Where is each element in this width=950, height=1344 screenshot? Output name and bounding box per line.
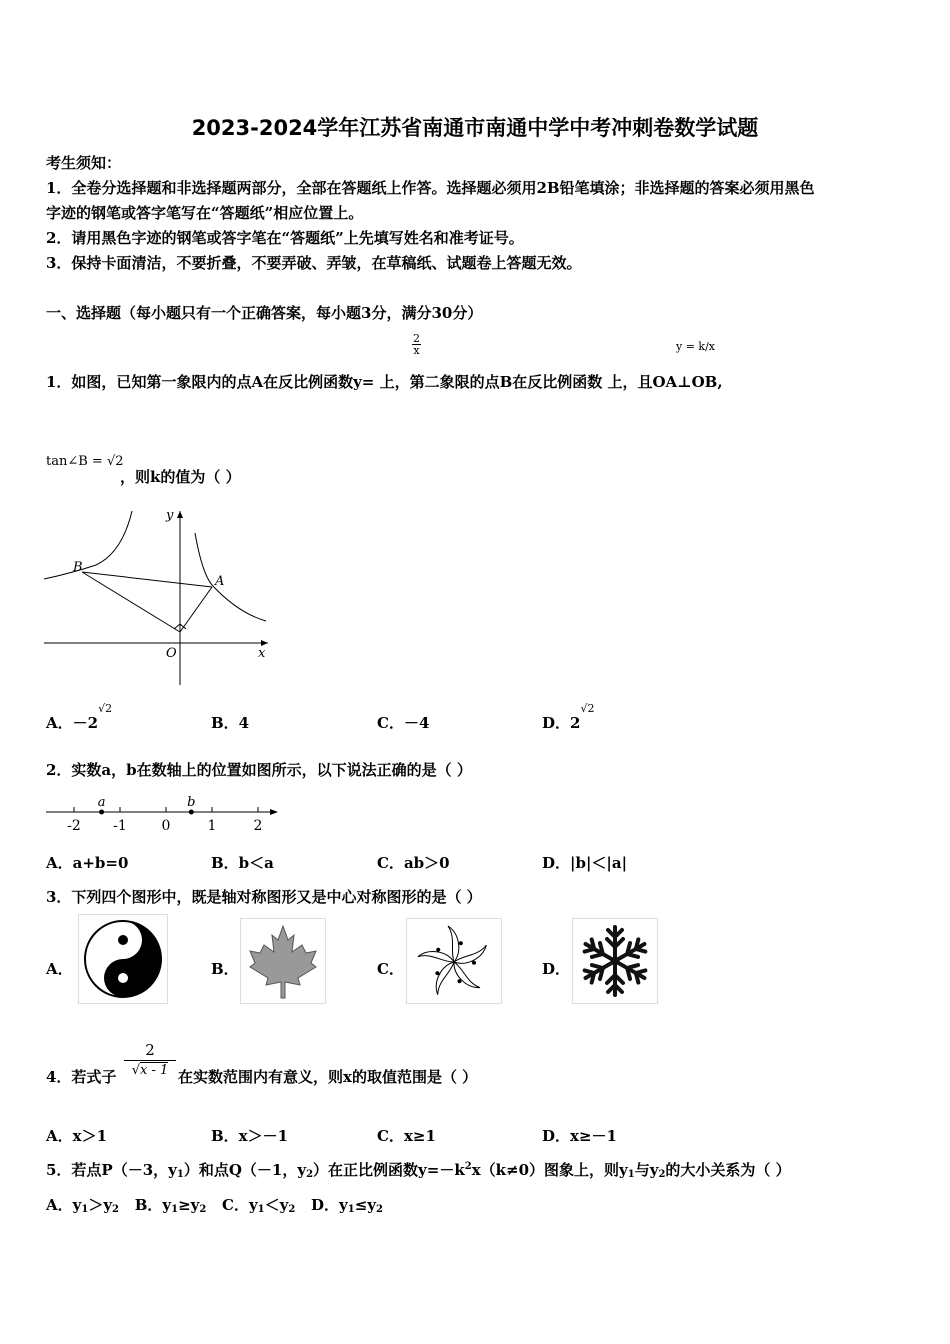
q5-part-1: 5．若点P（－3，y — [46, 1161, 177, 1179]
label-b: B — [73, 560, 83, 575]
q1-option-b[interactable]: B．4 — [211, 714, 250, 732]
curve-quadrant-2 — [44, 511, 132, 579]
q5-option-b-p2: ≥y — [178, 1196, 200, 1214]
q5-part-4: x（k≠0）图象上，则y — [471, 1161, 628, 1179]
q5-option-d-p1: D．y — [310, 1196, 348, 1214]
label-y: y — [166, 508, 174, 523]
tick-label: 0 — [161, 818, 171, 834]
q4-option-b[interactable]: B．x＞－1 — [211, 1127, 289, 1145]
q2-number-line — [42, 790, 282, 838]
q5-sub-2: 2 — [306, 1169, 314, 1180]
q5-option-a-s1: 1 — [81, 1204, 89, 1215]
q1-fraction-1-den: x — [413, 344, 420, 357]
q5-sub-4: 2 — [658, 1169, 666, 1180]
notice-line-1b: 字迹的钢笔或答字笔写在“答题纸”相应位置上。 — [46, 204, 364, 222]
q4-fraction-num: 2 — [124, 1040, 176, 1061]
q5-option-c[interactable] — [222, 1196, 295, 1214]
q5-options — [46, 1194, 383, 1215]
q5-option-a-p2: ＞y — [88, 1196, 113, 1214]
bauhinia-image — [406, 918, 502, 1004]
q5-part-6: 的大小关系为（ ） — [665, 1161, 791, 1179]
point-label-a: a — [97, 795, 106, 810]
q5-option-c-p2: ＜y — [264, 1196, 289, 1214]
number-line-arrow — [270, 809, 278, 815]
q4-text-2: 在实数范围内有意义，则x的取值范围是（ ） — [178, 1068, 478, 1086]
q1-option-d-sup: √2 — [580, 702, 595, 715]
q2-option-d[interactable]: D．|b|＜|a| — [542, 854, 628, 872]
snowflake-image — [572, 918, 658, 1004]
curve-quadrant-1 — [195, 533, 266, 621]
q5-option-c-s2: 2 — [288, 1204, 296, 1215]
q5-option-d-s2: 2 — [375, 1204, 383, 1215]
q5-part-2: ）和点Q（－1，y — [183, 1161, 307, 1179]
q5-option-b-s1: 1 — [171, 1204, 179, 1215]
q5-option-c-p1: C．y — [222, 1196, 258, 1214]
q2-option-a[interactable]: A．a+b=0 — [46, 854, 129, 872]
yin-yang-image — [78, 914, 168, 1004]
segment-oa — [180, 587, 212, 632]
q1-option-c[interactable]: C．－4 — [377, 714, 430, 732]
number-line-ticks — [67, 807, 262, 834]
q1-fraction-1-num: 2 — [413, 332, 420, 345]
q4-fraction — [124, 1040, 176, 1081]
yin-yang-dot-1 — [118, 935, 128, 945]
tick-label: -2 — [67, 818, 81, 834]
q5-part-3: ）在正比例函数y=－k — [313, 1161, 465, 1179]
label-a: A — [215, 574, 225, 589]
snowflake-arms — [582, 927, 649, 995]
q1-fraction-2: y = k/x — [676, 340, 715, 353]
q4-radicand: x - 1 — [140, 1063, 169, 1078]
page-title: 2023-2024学年江苏省南通市南通中学中考冲刺卷数学试题 — [191, 116, 759, 140]
y-axis-arrow — [177, 511, 183, 518]
q5-option-b-p1: B．y — [134, 1196, 172, 1214]
q5-option-d-p2: ≤y — [354, 1196, 376, 1214]
tick-label: 1 — [207, 818, 217, 834]
notice-line-2: 2．请用黑色字迹的钢笔或答字笔在“答题纸”上先填写姓名和准考证号。 — [46, 229, 524, 247]
q3-text: 3．下列四个图形中，既是轴对称图形又是中心对称图形的是（ ） — [46, 888, 482, 906]
q5-option-d[interactable] — [311, 1196, 383, 1214]
q4-text: 4．若式子 — [46, 1068, 117, 1086]
q2-option-b[interactable]: B．b＜a — [211, 854, 274, 872]
point-a — [99, 810, 104, 815]
q1-text: 1．如图，已知第一象限内的点A在反比例函数y= 上，第二象限的点B在反比例函数 上，且OA⊥OB, — [46, 373, 723, 391]
q5-option-a-p1: A．y — [46, 1196, 82, 1214]
q3-option-d-label[interactable]: D． — [542, 960, 571, 978]
q5-option-a[interactable] — [46, 1196, 119, 1214]
label-x: x — [258, 646, 266, 661]
q4-option-c[interactable]: C．x≥1 — [377, 1127, 436, 1145]
q1-graph — [40, 505, 275, 690]
q4-option-d[interactable]: D．x≥－1 — [542, 1127, 617, 1145]
q3-option-b-label[interactable]: B． — [211, 960, 239, 978]
notice-heading: 考生须知： — [46, 154, 122, 172]
q1-tail: ，则k的值为（ ） — [120, 468, 241, 486]
q5-option-c-s1: 1 — [257, 1204, 265, 1215]
q5-sup: 2 — [464, 1161, 472, 1172]
q2-option-c[interactable]: C．ab＞0 — [377, 854, 450, 872]
q5-option-b-s2: 2 — [199, 1204, 207, 1215]
maple-leaf-shape — [250, 926, 316, 998]
q4-fraction-den: √x - 1 — [131, 1063, 169, 1078]
q4-option-a[interactable]: A．x＞1 — [46, 1127, 108, 1145]
section-heading: 一、选择题（每小题只有一个正确答案，每小题3分，满分30分） — [46, 304, 483, 322]
q5-part-5: 与y — [634, 1161, 659, 1179]
segment-ab — [82, 572, 212, 587]
notice-line-1a: 1．全卷分选择题和非选择题两部分，全部在答题纸上作答。选择题必须用2B铅笔填涂；非选择题的答案必须用黑色 — [46, 179, 815, 197]
label-o: O — [166, 646, 177, 661]
q1-option-d[interactable] — [542, 702, 595, 733]
q1-tan-expr: tan∠B = √2 — [46, 454, 124, 469]
q5-text — [46, 1159, 791, 1180]
q1-option-d-label: D．2 — [542, 714, 581, 732]
q5-option-b[interactable] — [135, 1196, 207, 1214]
q3-option-c-label[interactable]: C． — [377, 960, 404, 978]
q5-option-a-s2: 2 — [112, 1204, 120, 1215]
point-b — [189, 810, 194, 815]
notice-line-3: 3．保持卡面清洁，不要折叠，不要弄破、弄皱，在草稿纸、试题卷上答题无效。 — [46, 254, 582, 272]
q1-fraction-1 — [412, 333, 421, 356]
q1-option-a-sup: √2 — [98, 702, 113, 715]
q5-sub-1: 1 — [176, 1169, 184, 1180]
q1-option-a[interactable] — [46, 702, 113, 733]
q1-option-a-label: A．－2 — [46, 714, 99, 732]
yin-yang-dot-2 — [118, 973, 128, 983]
q5-sub-3: 1 — [627, 1169, 635, 1180]
maple-leaf-image — [240, 918, 326, 1004]
q3-option-a-label[interactable]: A． — [46, 960, 73, 978]
q2-text: 2．实数a，b在数轴上的位置如图所示，以下说法正确的是（ ） — [46, 761, 472, 779]
tick-label: -1 — [113, 818, 127, 834]
tick-label: 2 — [253, 818, 263, 834]
q5-option-d-s1: 1 — [347, 1204, 355, 1215]
bauhinia-petals — [418, 926, 490, 995]
segment-ob — [82, 572, 180, 632]
point-label-b: b — [187, 795, 196, 810]
